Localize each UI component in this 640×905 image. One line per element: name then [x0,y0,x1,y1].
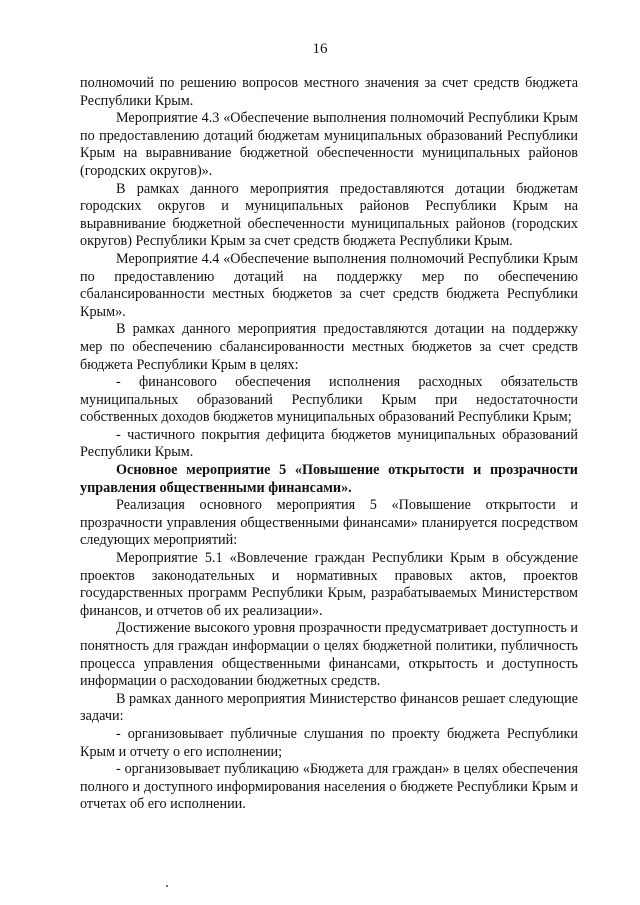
section-heading: Основное мероприятие 5 «Повышение открытости и прозрачности управления общественными финансами». [80,462,578,496]
paragraph-9: Реализация основного мероприятия 5 «Повышение открытости и прозрачности управления общественными финансами» планируется посредством следующих мероприятий: [80,497,578,549]
page-number: 16 [312,41,328,57]
paragraph-4: Мероприятие 4.4 «Обеспечение выполнения полномочий Республики Крым по предоставлению дотаций на поддержку мер по обеспечению сбалансированности местных бюджетов за счет средств бюджета Республики Крым». [80,250,578,320]
paragraph-12: В рамках данного мероприятия Министерство финансов решает следующие задачи: [80,690,578,725]
paragraph-7: - частичного покрытия дефицита бюджетов муниципальных образований Республики Крым. [80,426,578,461]
paragraph-2: Мероприятие 4.3 «Обеспечение выполнения полномочий Республики Крым по предоставлению дотаций бюджетам муниципальных образований Республики Крым на выравнивание бюджетной обеспеченности муниципальных районов (городских округов)». [80,110,578,179]
paragraph-6: - финансового обеспечения исполнения расходных обязательств муниципальных образований Республики Крым при недостаточности собственных доходов бюджетов муниципальных образований Республики Крым; [80,374,578,426]
paragraph-14: - организовывает публикацию «Бюджета для граждан» в целях обеспечения полного и доступного информирования населения о бюджете Республики Крым и отчетах об его исполнении. [80,761,578,813]
paragraph-13: - организовывает публичные слушания по проекту бюджета Республики Крым и отчету о его исполнении; [80,725,578,760]
document-body [80,75,578,814]
paragraph-11: Достижение высокого уровня прозрачности предусматривает доступность и понятность для граждан информации о целях бюджетной политики, публичность процесса управления общественными финансами, открытость и доступность информации о расходовании бюджетных средств. [80,620,578,690]
paragraph-10: Мероприятие 5.1 «Вовлечение граждан Республики Крым в обсуждение проектов законодательных и нормативных правовых актов, проектов государственных программ Республики Крым, разрабатываемых Министерством финансов, и отчетов об их реализации». [80,550,578,619]
paragraph-3: В рамках данного мероприятия предоставляются дотации бюджетам городских округов и муниципальных районов Республики Крым на выравнивание бюджетной обеспеченности муниципальных районов (городских округов) Республики Крым за счет средств бюджета Республики Крым. [80,180,578,250]
paragraph-1: полномочий по решению вопросов местного значения за счет средств бюджета Республики Крым. [80,75,578,109]
scan-speck [166,885,168,887]
paragraph-5: В рамках данного мероприятия предоставляются дотации на поддержку мер по обеспечению сбалансированности местных бюджетов за счет средств бюджета Республики Крым в целях: [80,321,578,373]
